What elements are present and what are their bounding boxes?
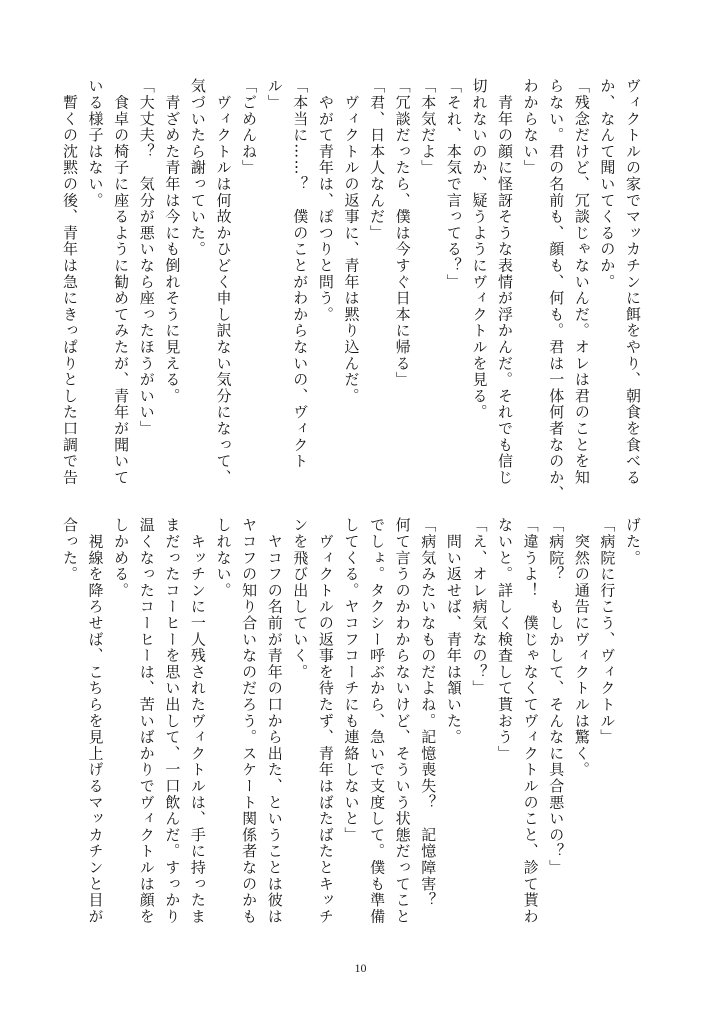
text-line: げた。	[624, 517, 642, 566]
text-line: か、なんて聞いてくるのか。	[598, 78, 617, 290]
text-line: しかめる。	[112, 517, 131, 599]
text-line: まだったコーヒーを思い出して、一口飲んだ。すっかり	[163, 517, 182, 925]
text-line: ンを飛び出していく。	[291, 517, 310, 680]
text-line: 「違うよ！ 僕じゃなくてヴィクトルのこと、診て貰わ	[521, 517, 540, 925]
upper-text-block	[60, 78, 645, 502]
page-number: 10	[354, 961, 367, 975]
text-line: 「病気みたいなものだよね。記憶喪失？ 記憶障害？	[419, 517, 438, 909]
text-line: やがて青年は、ぽつりと問う。	[316, 78, 335, 323]
text-line: しれない。	[214, 517, 233, 599]
text-line: 突然の通告にヴィクトルは驚く。	[572, 517, 591, 778]
text-line: ヴィクトルの返事を待たず、青年はばたばたとキッチ	[316, 517, 335, 925]
text-line: でしょ。タクシー呼ぶから、急いで支度して。僕も準備	[368, 517, 387, 925]
text-line: 切れないのか、疑うようにヴィクトルを見る。	[470, 78, 489, 421]
text-line: 「大丈夫？ 気分が悪いなら座ったほうがいい」	[137, 78, 156, 437]
text-line: いる様子はない。	[86, 78, 105, 209]
text-line: ヤコフの名前が青年の口から出た、ということは彼は	[265, 517, 284, 925]
text-line: ル」	[265, 78, 284, 111]
text-line: 青年の顔に怪訝そうな表情が浮かんだ。それでも信じ	[496, 78, 515, 486]
text-line: らない。君の名前も、顔も、何も。君は一体何者なのか、	[547, 78, 566, 502]
text-line: 「え、オレ病気なの？」	[470, 517, 489, 697]
text-line: 「それ、本気で言ってる？」	[444, 78, 463, 290]
text-line: 「病院に行こう、ヴィクトル」	[598, 517, 617, 746]
text-line: してくる。ヤコフコーチにも連絡しないと」	[342, 517, 361, 843]
text-line: 「君、日本人なんだ」	[368, 78, 387, 241]
text-line: 問い返せば、青年は頷いた。	[444, 517, 463, 746]
text-line: キッチンに一人残されたヴィクトルは、手に持ったま	[188, 517, 207, 925]
text-line: わからない」	[521, 78, 540, 176]
text-line: ヴィクトルは何故かひどく申し訳ない気分になって、	[214, 78, 233, 486]
text-line: 「ごめんね」	[240, 78, 259, 176]
text-line: 「残念だけど、冗談じゃないんだ。オレは君のことを知	[572, 78, 591, 486]
text-line: 何て言うのかわからないけど、そういう状態だってこと	[393, 517, 412, 925]
text-line: 視線を降ろせば、こちらを見上げるマッカチンと目が	[86, 517, 105, 925]
text-line: 「病院？ もしかして、そんなに具合悪いの？」	[547, 517, 566, 876]
text-line: 食卓の椅子に座るように勧めてみたが、青年が聞いて	[112, 78, 131, 486]
text-line: 青ざめた青年は今にも倒れそうに見える。	[163, 78, 182, 404]
text-line: ヴィクトルの家でマッカチンに餌をやり、朝食を食べる	[624, 78, 642, 486]
text-line: ヤコフの知り合いなのだろう。スケート関係者なのかも	[240, 517, 259, 925]
text-line: 「本気だよ」	[419, 78, 438, 176]
lower-text-block	[60, 517, 645, 937]
text-line: 合った。	[60, 517, 79, 583]
text-line: 「本当に……？ 僕のことがわからないの、ヴィクト	[291, 78, 310, 470]
text-line: 温くなったコーヒーは、苦いばかりでヴィクトルは顔を	[137, 517, 156, 925]
text-line: ないと。詳しく検査して貰おう」	[496, 517, 515, 762]
text-line: 暫くの沈黙の後、青年は急にきっぱりとした口調で告	[60, 78, 79, 486]
text-line: 「冗談だったら、僕は今すぐ日本に帰る」	[393, 78, 412, 388]
text-line: 気づいたら謝っていた。	[188, 78, 207, 258]
text-line: ヴィクトルの返事に、青年は黙り込んだ。	[342, 78, 361, 404]
